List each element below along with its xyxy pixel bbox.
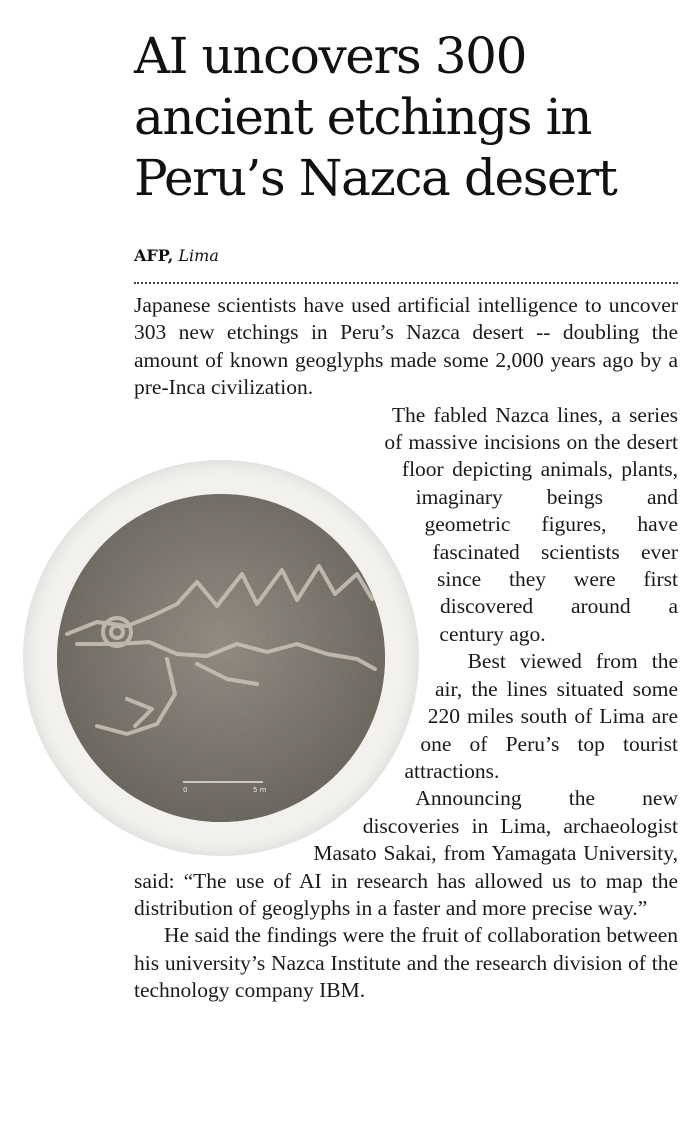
headline: [134, 26, 684, 209]
photo-scale-end: 5 m: [253, 786, 267, 794]
headline-line-1: AI uncovers 300: [134, 27, 526, 85]
paragraph-5: He said the findings were the fruit of collaboration between his university’s Nazca Institute and the research division of the technology company IBM.: [134, 923, 678, 1003]
photo-scale-start: 0: [183, 786, 188, 794]
byline-place: Lima: [178, 246, 219, 265]
byline-agency: AFP,: [134, 246, 174, 265]
article-body: [134, 292, 678, 1005]
paragraph-3: Best viewed from the air, the lines situated some 220 miles south of Lima are one of Peru’s top tourist attractions.: [404, 649, 678, 783]
headline-line-3: Peru’s Nazca desert: [134, 149, 617, 207]
dotted-divider: [134, 282, 678, 284]
paragraph-4: Announcing the new discoveries in Lima, archaeologist Masato Sakai, from Yamagata University, said: “The use of AI in research has allowed us to map the distribution of geoglyphs in a faster and more precise way.”: [134, 786, 678, 920]
paragraph-2: The fabled Nazca lines, a series of massive incisions on the desert floor depicting animals, plants, imaginary beings and geometric figures, have fascinated scientists ever since they were first discovered around a century ago.: [384, 402, 678, 646]
paragraph-1: Japanese scientists have used artificial intelligence to uncover 303 new etchings in Peru’s Nazca desert -- doubling the amount of known geoglyphs made some 2,000 years ago by a pre-Inca civilization.: [134, 293, 678, 400]
byline: [134, 246, 219, 265]
headline-line-2: ancient etchings in: [134, 88, 592, 146]
